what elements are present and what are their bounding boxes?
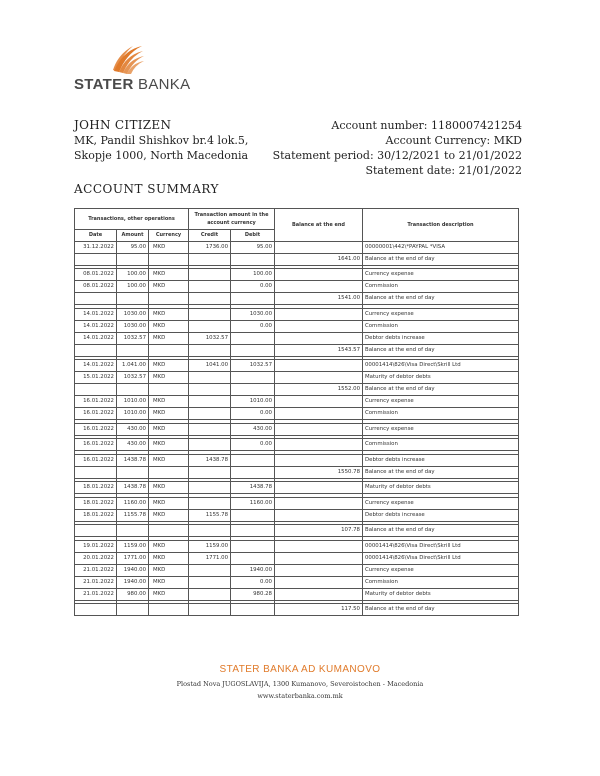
cell-credit — [189, 308, 231, 320]
header-description: Transaction description — [363, 209, 519, 242]
cell-balance — [275, 360, 363, 372]
account-number: Account number: 1180007421254 — [331, 119, 522, 132]
cell-currency: MKD — [149, 423, 189, 435]
cell-description: Currency expense — [363, 269, 519, 281]
cell-amount: 1155.78 — [117, 509, 149, 521]
cell-date — [75, 384, 117, 396]
logo-wordmark — [74, 76, 190, 93]
cell-description: Balance at the end of day — [363, 293, 519, 305]
cell-description: Commission — [363, 320, 519, 332]
cell-credit — [189, 253, 231, 265]
cell-credit: 1032.57 — [189, 332, 231, 344]
cell-description: Balance at the end of day — [363, 253, 519, 265]
cell-balance — [275, 269, 363, 281]
cell-balance: 1552.00 — [275, 384, 363, 396]
cell-balance — [275, 564, 363, 576]
cell-currency: MKD — [149, 439, 189, 451]
cell-amount — [117, 344, 149, 356]
cell-debit — [231, 525, 275, 537]
logo-word-banka: BANKA — [138, 76, 191, 93]
account-info-block — [273, 118, 522, 178]
cell-description: Balance at the end of day — [363, 466, 519, 478]
cell-credit: 1438.78 — [189, 454, 231, 466]
cell-debit — [231, 253, 275, 265]
cell-amount: 95.00 — [117, 241, 149, 253]
table-row — [75, 576, 519, 588]
cell-credit — [189, 525, 231, 537]
cell-description: Currency expense — [363, 308, 519, 320]
sunburst-logo-icon — [111, 44, 145, 74]
cell-amount: 1159.00 — [117, 540, 149, 552]
cell-balance — [275, 241, 363, 253]
cell-amount: 1771.00 — [117, 552, 149, 564]
cell-description: Balance at the end of day — [363, 344, 519, 356]
cell-debit: 0.00 — [231, 576, 275, 588]
cell-debit — [231, 466, 275, 478]
table-row — [75, 281, 519, 293]
cell-description: Balance at the end of day — [363, 384, 519, 396]
cell-credit: 1041.00 — [189, 360, 231, 372]
customer-block — [74, 118, 248, 163]
table-row — [75, 604, 519, 616]
cell-amount: 100.00 — [117, 269, 149, 281]
cell-amount: 980.00 — [117, 588, 149, 600]
cell-amount: 1160.00 — [117, 497, 149, 509]
cell-balance: 117.50 — [275, 604, 363, 616]
cell-currency: MKD — [149, 482, 189, 494]
cell-credit — [189, 344, 231, 356]
cell-debit — [231, 540, 275, 552]
table-row — [75, 466, 519, 478]
header-debit: Debit — [231, 230, 275, 242]
cell-debit: 95.00 — [231, 241, 275, 253]
cell-currency: MKD — [149, 509, 189, 521]
cell-balance — [275, 576, 363, 588]
cell-date: 21.01.2022 — [75, 564, 117, 576]
cell-currency: MKD — [149, 540, 189, 552]
cell-amount: 1010.00 — [117, 396, 149, 408]
cell-date: 15.01.2022 — [75, 372, 117, 384]
cell-credit — [189, 281, 231, 293]
cell-currency: MKD — [149, 360, 189, 372]
cell-balance — [275, 320, 363, 332]
cell-debit — [231, 344, 275, 356]
cell-balance — [275, 454, 363, 466]
cell-date: 14.01.2022 — [75, 360, 117, 372]
table-row — [75, 384, 519, 396]
cell-description: Commission — [363, 281, 519, 293]
cell-currency: MKD — [149, 552, 189, 564]
table-row — [75, 454, 519, 466]
cell-date: 16.01.2022 — [75, 439, 117, 451]
cell-credit — [189, 564, 231, 576]
cell-description: Commission — [363, 408, 519, 420]
cell-amount: 1940.00 — [117, 564, 149, 576]
cell-date: 31.12.2022 — [75, 241, 117, 253]
table-row — [75, 269, 519, 281]
cell-description: Currency expense — [363, 497, 519, 509]
cell-currency: MKD — [149, 454, 189, 466]
cell-debit — [231, 293, 275, 305]
table-row — [75, 525, 519, 537]
header-balance: Balance at the end — [275, 209, 363, 242]
cell-currency: MKD — [149, 497, 189, 509]
cell-debit: 1438.78 — [231, 482, 275, 494]
cell-description: Maturity of debtor debts — [363, 482, 519, 494]
cell-currency: MKD — [149, 269, 189, 281]
cell-currency: MKD — [149, 576, 189, 588]
cell-amount: 1438.78 — [117, 482, 149, 494]
cell-date — [75, 253, 117, 265]
cell-date: 14.01.2022 — [75, 332, 117, 344]
cell-debit — [231, 372, 275, 384]
table-row — [75, 423, 519, 435]
cell-currency — [149, 604, 189, 616]
logo-word-stater: STATER — [74, 76, 134, 93]
cell-description: Debtor debts increase — [363, 332, 519, 344]
cell-credit: 1736.00 — [189, 241, 231, 253]
cell-currency — [149, 344, 189, 356]
cell-debit: 0.00 — [231, 408, 275, 420]
table-row — [75, 439, 519, 451]
table-row — [75, 564, 519, 576]
header-transactions-group: Transactions, other operations — [75, 209, 189, 230]
cell-credit — [189, 384, 231, 396]
cell-amount: 100.00 — [117, 281, 149, 293]
cell-balance — [275, 540, 363, 552]
cell-currency — [149, 253, 189, 265]
table-row — [75, 308, 519, 320]
customer-address-line2: Skopje 1000, North Macedonia — [74, 149, 249, 162]
cell-description: 00001414\826\Visa Direct\Skrill Ltd — [363, 552, 519, 564]
cell-credit — [189, 604, 231, 616]
cell-currency: MKD — [149, 588, 189, 600]
footer — [0, 664, 600, 700]
cell-description: Commission — [363, 439, 519, 451]
cell-credit — [189, 269, 231, 281]
bank-logo — [74, 44, 191, 104]
cell-date: 20.01.2022 — [75, 552, 117, 564]
table-row — [75, 241, 519, 253]
cell-currency — [149, 466, 189, 478]
cell-date: 21.01.2022 — [75, 576, 117, 588]
cell-date: 16.01.2022 — [75, 396, 117, 408]
cell-description: Balance at the end of day — [363, 604, 519, 616]
table-row — [75, 396, 519, 408]
table-row — [75, 408, 519, 420]
cell-description: Currency expense — [363, 396, 519, 408]
customer-name: JOHN CITIZEN — [74, 118, 172, 132]
table-row — [75, 552, 519, 564]
section-title: ACCOUNT SUMMARY — [74, 182, 219, 196]
cell-date: 14.01.2022 — [75, 320, 117, 332]
cell-currency — [149, 525, 189, 537]
account-currency: Account Currency: MKD — [385, 134, 522, 147]
cell-debit — [231, 332, 275, 344]
cell-credit — [189, 482, 231, 494]
header-date: Date — [75, 230, 117, 242]
cell-date: 21.01.2022 — [75, 588, 117, 600]
cell-credit — [189, 576, 231, 588]
cell-balance — [275, 482, 363, 494]
cell-credit: 1155.78 — [189, 509, 231, 521]
table-row — [75, 344, 519, 356]
cell-debit: 0.00 — [231, 281, 275, 293]
cell-date: 08.01.2022 — [75, 269, 117, 281]
cell-description: Currency expense — [363, 423, 519, 435]
table-row — [75, 497, 519, 509]
cell-description: Commission — [363, 576, 519, 588]
cell-date: 18.01.2022 — [75, 509, 117, 521]
table-row — [75, 253, 519, 265]
cell-currency: MKD — [149, 308, 189, 320]
cell-balance — [275, 396, 363, 408]
cell-balance — [275, 439, 363, 451]
table-row — [75, 332, 519, 344]
cell-date: 19.01.2022 — [75, 540, 117, 552]
cell-description: Debtor debts increase — [363, 454, 519, 466]
cell-amount: 1.041.00 — [117, 360, 149, 372]
header-credit: Credit — [189, 230, 231, 242]
cell-debit: 1032.57 — [231, 360, 275, 372]
table-row — [75, 588, 519, 600]
cell-balance: 1641.00 — [275, 253, 363, 265]
cell-currency: MKD — [149, 372, 189, 384]
transactions-table — [74, 208, 519, 616]
cell-balance: 107.78 — [275, 525, 363, 537]
table-row — [75, 372, 519, 384]
table-row — [75, 360, 519, 372]
transactions-body — [75, 241, 519, 616]
footer-address: Plostad Nova JUGOSLAVIJA, 1300 Kumanovo, Severoistochen - Macedonia — [176, 680, 424, 688]
footer-bank-name: STATER BANKA AD KUMANOVO — [219, 664, 381, 675]
cell-credit: 1771.00 — [189, 552, 231, 564]
cell-amount — [117, 384, 149, 396]
cell-debit — [231, 384, 275, 396]
table-row — [75, 509, 519, 521]
cell-description: Debtor debts increase — [363, 509, 519, 521]
cell-amount — [117, 253, 149, 265]
footer-website: www.staterbanka.com.mk — [257, 692, 343, 700]
cell-debit: 980.28 — [231, 588, 275, 600]
cell-currency: MKD — [149, 408, 189, 420]
cell-description: Maturity of debtor debts — [363, 372, 519, 384]
header-amount: Amount — [117, 230, 149, 242]
cell-currency: MKD — [149, 281, 189, 293]
cell-date: 08.01.2022 — [75, 281, 117, 293]
cell-currency: MKD — [149, 396, 189, 408]
cell-debit: 100.00 — [231, 269, 275, 281]
cell-description: Currency expense — [363, 564, 519, 576]
cell-credit — [189, 372, 231, 384]
cell-balance — [275, 308, 363, 320]
cell-debit: 0.00 — [231, 439, 275, 451]
cell-amount: 1030.00 — [117, 320, 149, 332]
cell-balance: 1541.00 — [275, 293, 363, 305]
cell-date: 16.01.2022 — [75, 408, 117, 420]
cell-amount: 1032.57 — [117, 332, 149, 344]
cell-currency — [149, 384, 189, 396]
cell-debit: 1030.00 — [231, 308, 275, 320]
cell-currency: MKD — [149, 241, 189, 253]
cell-debit — [231, 552, 275, 564]
cell-description: 00000001\442\*PAYPAL *VISA — [363, 241, 519, 253]
cell-credit — [189, 423, 231, 435]
cell-credit — [189, 497, 231, 509]
cell-amount: 430.00 — [117, 423, 149, 435]
cell-balance — [275, 408, 363, 420]
cell-date — [75, 293, 117, 305]
cell-balance: 1543.57 — [275, 344, 363, 356]
cell-balance — [275, 423, 363, 435]
table-row — [75, 540, 519, 552]
table-row — [75, 293, 519, 305]
cell-description: 00001414\826\Visa Direct\Skrill Ltd — [363, 540, 519, 552]
cell-amount: 1010.00 — [117, 408, 149, 420]
customer-address-line1: MK, Pandil Shishkov br.4 lok.5, — [74, 134, 249, 147]
cell-amount — [117, 293, 149, 305]
cell-balance — [275, 497, 363, 509]
cell-date: 14.01.2022 — [75, 308, 117, 320]
cell-debit: 430.00 — [231, 423, 275, 435]
cell-credit — [189, 439, 231, 451]
cell-debit — [231, 604, 275, 616]
cell-debit — [231, 454, 275, 466]
cell-amount — [117, 466, 149, 478]
cell-balance — [275, 509, 363, 521]
cell-debit: 1010.00 — [231, 396, 275, 408]
cell-amount — [117, 525, 149, 537]
cell-amount: 1032.57 — [117, 372, 149, 384]
statement-period: Statement period: 30/12/2021 to 21/01/2022 — [272, 149, 522, 162]
table-row — [75, 320, 519, 332]
cell-balance — [275, 588, 363, 600]
cell-credit — [189, 466, 231, 478]
cell-amount: 1940.00 — [117, 576, 149, 588]
cell-date — [75, 466, 117, 478]
cell-description: Maturity of debtor debts — [363, 588, 519, 600]
cell-debit — [231, 509, 275, 521]
cell-debit: 1940.00 — [231, 564, 275, 576]
cell-credit — [189, 320, 231, 332]
cell-credit — [189, 588, 231, 600]
cell-credit — [189, 396, 231, 408]
cell-balance — [275, 332, 363, 344]
cell-currency: MKD — [149, 320, 189, 332]
cell-credit — [189, 293, 231, 305]
cell-credit: 1159.00 — [189, 540, 231, 552]
cell-balance: 1550.78 — [275, 466, 363, 478]
statement-date: Statement date: 21/01/2022 — [365, 164, 522, 177]
cell-balance — [275, 281, 363, 293]
cell-date — [75, 525, 117, 537]
cell-date: 16.01.2022 — [75, 423, 117, 435]
table-row — [75, 482, 519, 494]
cell-amount — [117, 604, 149, 616]
cell-balance — [275, 552, 363, 564]
cell-balance — [275, 372, 363, 384]
header-currency: Currency — [149, 230, 189, 242]
cell-date: 18.01.2022 — [75, 482, 117, 494]
cell-credit — [189, 408, 231, 420]
cell-debit: 1160.00 — [231, 497, 275, 509]
header-amount-group: Transaction amount in the account currency — [189, 209, 275, 230]
cell-currency: MKD — [149, 564, 189, 576]
cell-amount: 1030.00 — [117, 308, 149, 320]
cell-description: 00001414\826\Visa Direct\Skrill Ltd — [363, 360, 519, 372]
cell-date: 18.01.2022 — [75, 497, 117, 509]
cell-amount: 430.00 — [117, 439, 149, 451]
cell-currency: MKD — [149, 332, 189, 344]
cell-description: Balance at the end of day — [363, 525, 519, 537]
cell-debit: 0.00 — [231, 320, 275, 332]
cell-date — [75, 344, 117, 356]
cell-date: 16.01.2022 — [75, 454, 117, 466]
cell-currency — [149, 293, 189, 305]
cell-date — [75, 604, 117, 616]
cell-amount: 1438.78 — [117, 454, 149, 466]
